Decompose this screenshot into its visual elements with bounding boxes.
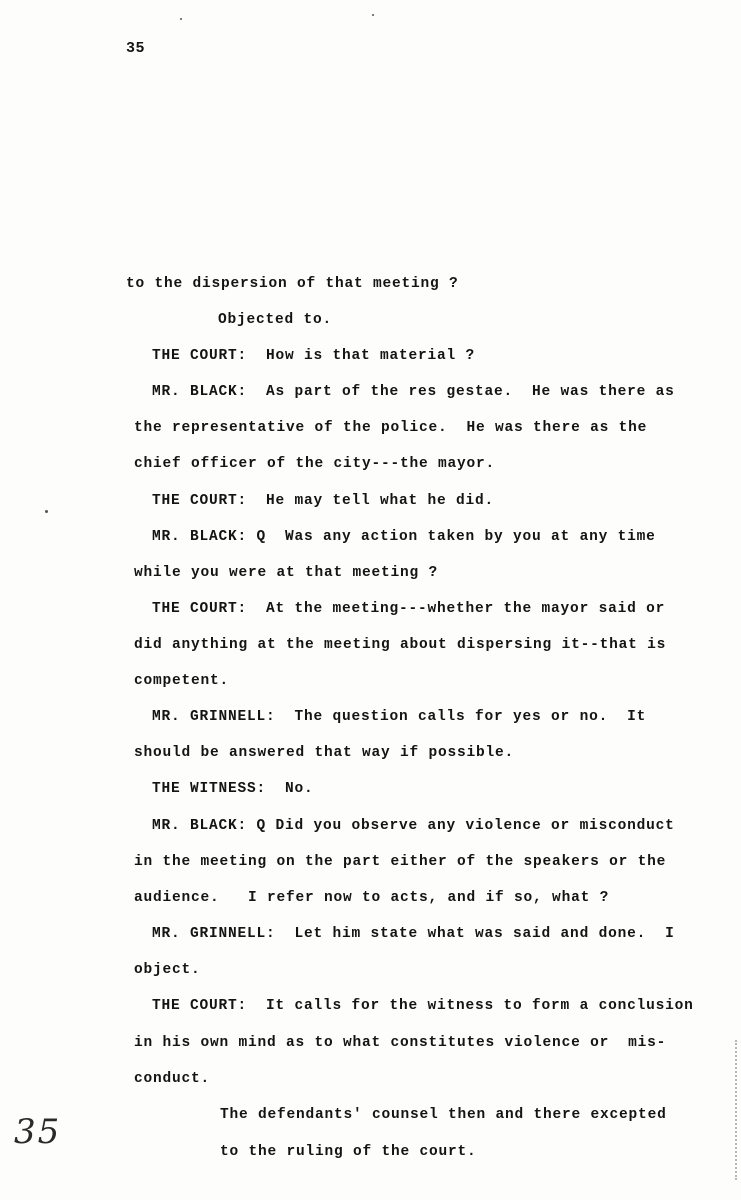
page-number: 35 <box>126 40 146 57</box>
transcript-line: while you were at that meeting ? <box>134 565 439 581</box>
transcript-line: the representative of the police. He was there as the <box>134 420 648 436</box>
transcript-line: audience. I refer now to acts, and if so, what ? <box>134 890 610 906</box>
transcript-line: MR. GRINNELL: The question calls for yes or no. It <box>152 709 647 725</box>
scan-speck <box>45 510 48 513</box>
transcript-line: conduct. <box>134 1071 211 1087</box>
transcript-line: The defendants' counsel then and there excepted <box>220 1107 667 1123</box>
transcript-line: to the dispersion of that meeting ? <box>126 276 459 292</box>
transcript-line: MR. BLACK: Q Was any action taken by you at any time <box>152 529 656 545</box>
transcript-line: competent. <box>134 673 230 689</box>
transcript-line: in the meeting on the part either of the speakers or the <box>134 854 667 870</box>
transcript-line: THE COURT: He may tell what he did. <box>152 493 495 509</box>
transcript-line: did anything at the meeting about dispersing it--that is <box>134 637 667 653</box>
transcript-line: MR. BLACK: Q Did you observe any violence or misconduct <box>152 818 675 834</box>
transcript-line: THE WITNESS: No. <box>152 781 314 797</box>
transcript-line: MR. GRINNELL: Let him state what was said and done. I <box>152 926 675 942</box>
transcript-line: THE COURT: At the meeting---whether the mayor said or <box>152 601 666 617</box>
scan-edge-mark <box>729 1040 737 1180</box>
transcript-line: THE COURT: It calls for the witness to form a conclusion <box>152 998 694 1014</box>
transcript-line: to the ruling of the court. <box>220 1144 477 1160</box>
transcript-line: THE COURT: How is that material ? <box>152 348 476 364</box>
transcript-line: object. <box>134 962 201 978</box>
transcript-line: chief officer of the city---the mayor. <box>134 456 496 472</box>
transcript-line: in his own mind as to what constitutes violence or mis- <box>134 1035 667 1051</box>
transcript-line: MR. BLACK: As part of the res gestae. He was there as <box>152 384 675 400</box>
scan-speck <box>180 18 182 20</box>
handwritten-page-number: 35 <box>14 1112 62 1152</box>
transcript-line: Objected to. <box>218 312 333 328</box>
transcript-line: should be answered that way if possible. <box>134 745 515 761</box>
scan-speck <box>372 14 374 16</box>
